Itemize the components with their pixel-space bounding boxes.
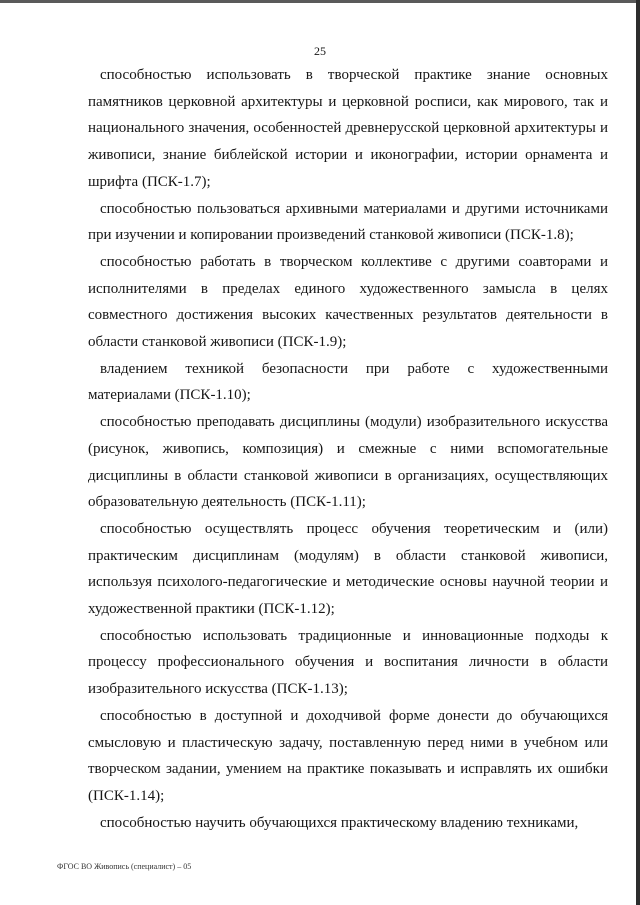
paragraph-continued: способностью научить обучающихся практическому владению техниками, bbox=[100, 814, 579, 831]
document-body bbox=[88, 62, 608, 836]
paragraph-psk-1-9: способностью работать в творческом коллективе с другими соавторами и исполнителями в пределах единого художественного замысла в целях совместного достижения высоких качественных результатов деятельности в области станковой живописи (ПСК-1.9); bbox=[88, 253, 608, 351]
paragraph-psk-1-7: способностью использовать в творческой практике знание основных памятников церковной архитектуры и церковной росписи, как мирового, так и национального значения, особенностей древнерусской церковной архитектуры и живописи, знание библейской истории и иконографии, истории орнамента и шрифта (ПСК-1.7); bbox=[88, 67, 608, 190]
paragraph-psk-1-14: способностью в доступной и доходчивой форме донести до обучающихся смысловую и пластическую задачу, поставленную перед ними в учебном или творческом задании, умением на практике показывать и исправлять их ошибки (ПСК-1.14); bbox=[88, 707, 608, 804]
page-footer: ФГОС ВО Живопись (специалист) – 05 bbox=[57, 862, 192, 871]
page-number: 25 bbox=[314, 44, 326, 58]
paragraph-psk-1-11: способностью преподавать дисциплины (модули) изобразительного искусства (рисунок, живопись, композиция) и смежные с ними вспомогательные дисциплины в области станковой живописи в организациях, осуществляющих образовательную деятельность (ПСК-1.11); bbox=[88, 414, 608, 511]
paragraph-psk-1-13: способностью использовать традиционные и инновационные подходы к процессу профессионального обучения и воспитания личности в области изобразительного искусства (ПСК-1.13); bbox=[88, 627, 608, 698]
paragraph-psk-1-8: способностью пользоваться архивными материалами и другими источниками при изучении и копировании произведений станковой живописи (ПСК-1.8); bbox=[88, 200, 608, 244]
scan-border-top bbox=[0, 0, 640, 3]
paragraph-psk-1-10: владением техникой безопасности при работе с художественными материалами (ПСК-1.10); bbox=[88, 360, 608, 404]
scan-border-right bbox=[636, 0, 640, 905]
paragraph-psk-1-12: способностью осуществлять процесс обучения теоретическим и (или) практическим дисциплинам (модулям) в области станковой живописи, используя психолого-педагогические и методические основы научной теории и художественной практики (ПСК-1.12); bbox=[88, 520, 608, 618]
